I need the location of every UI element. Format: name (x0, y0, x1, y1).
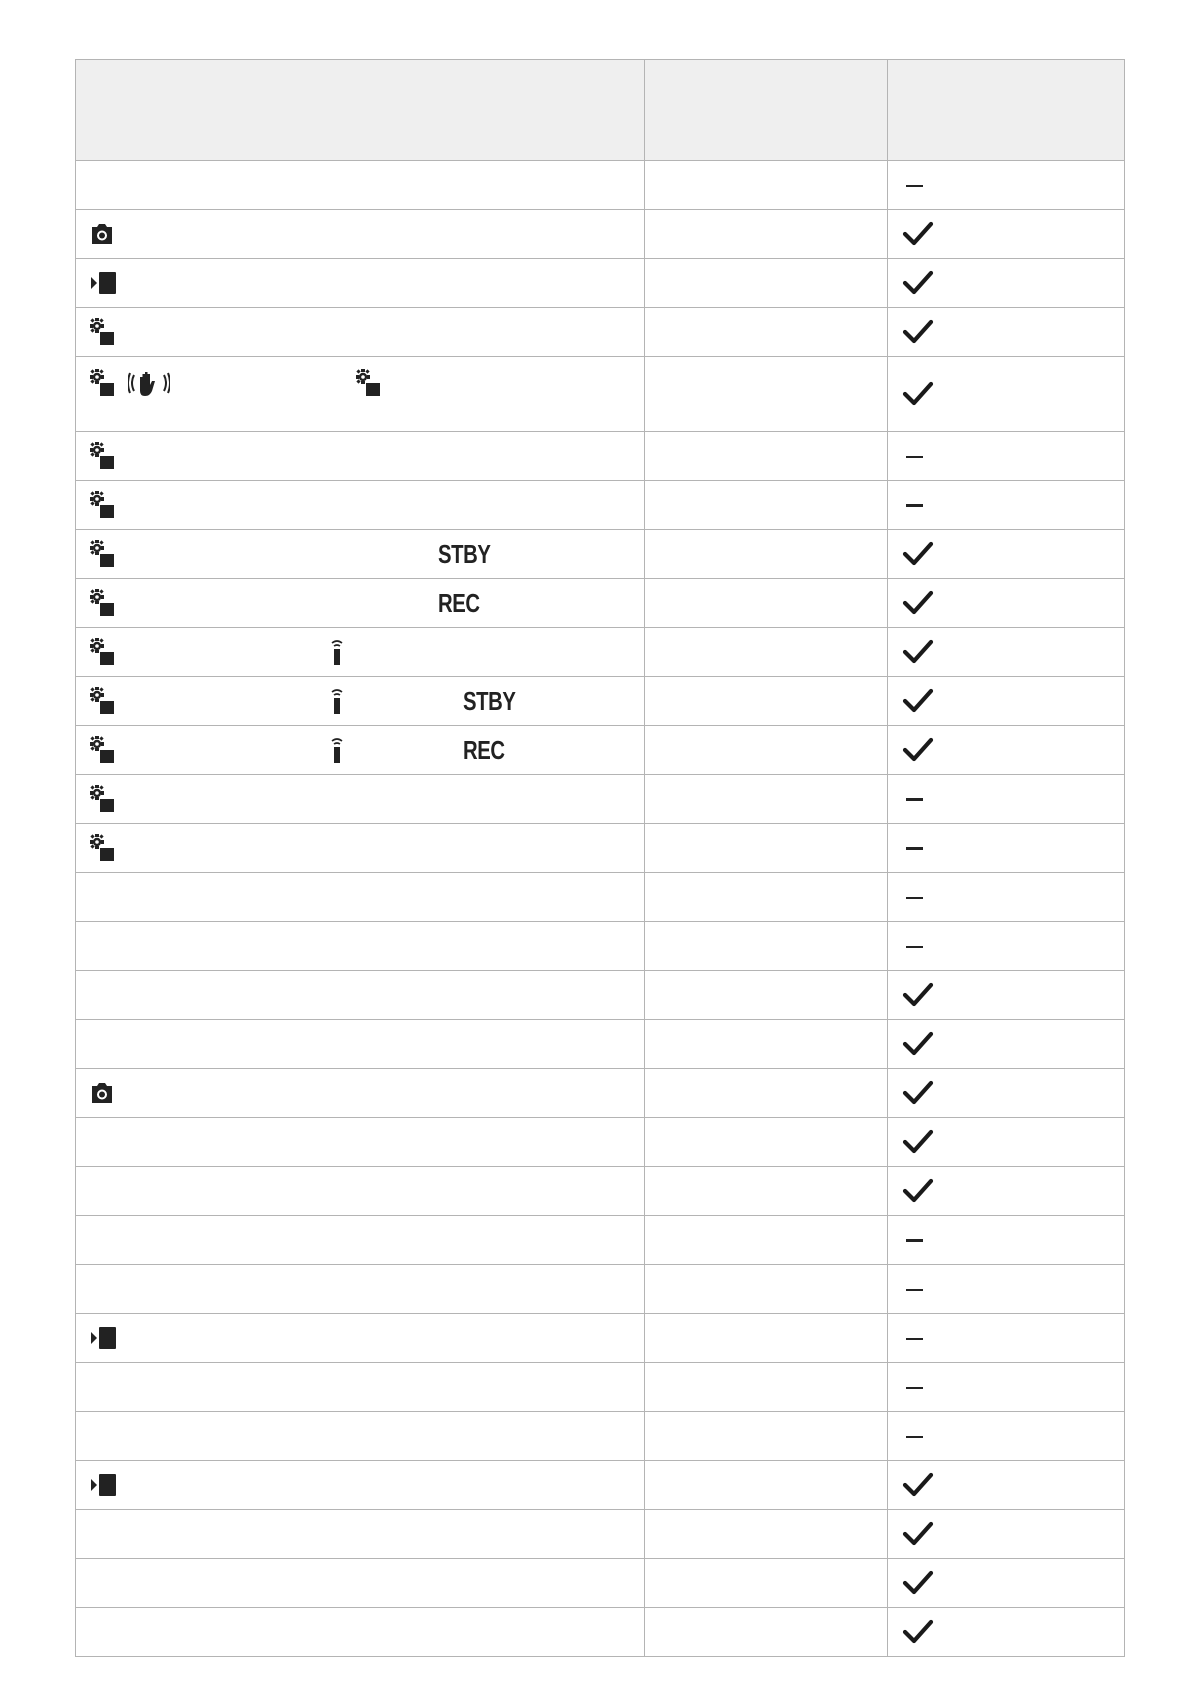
row-item-cell (76, 1412, 645, 1461)
row-item-cell (76, 481, 645, 530)
dash-mark (906, 895, 923, 899)
table-row (76, 726, 1125, 775)
compatibility-table (75, 59, 1125, 1657)
table-row (76, 308, 1125, 357)
check-mark-icon (902, 736, 934, 764)
still-camera-icon (90, 1082, 114, 1104)
header-cell-item (76, 60, 645, 161)
row-availability-cell (888, 530, 1125, 579)
dash-mark (906, 1336, 923, 1340)
slow-quick-motion-icon (90, 589, 116, 617)
row-item-cell (76, 161, 645, 210)
dash-icon (906, 798, 923, 801)
check-mark (902, 1520, 934, 1548)
row-availability-cell (888, 1559, 1125, 1608)
table-row (76, 210, 1125, 259)
table-row (76, 677, 1125, 726)
check-mark-icon (902, 540, 934, 568)
check-mark (902, 540, 934, 568)
row-availability-cell (888, 259, 1125, 308)
row-item-cell (76, 579, 645, 628)
dash-icon (906, 1239, 923, 1242)
table-row (76, 1314, 1125, 1363)
row-availability-cell (888, 1265, 1125, 1314)
check-mark-icon (902, 1520, 934, 1548)
row-item-cell (76, 971, 645, 1020)
row-item-cell (76, 1363, 645, 1412)
row-item-cell (76, 775, 645, 824)
slow-quick-motion-icon (90, 369, 116, 397)
row-availability-cell (888, 1314, 1125, 1363)
dash-icon (906, 847, 923, 850)
table-row (76, 1412, 1125, 1461)
row-availability-cell (888, 161, 1125, 210)
row-value-cell (645, 922, 888, 971)
check-mark-icon (902, 380, 934, 408)
row-value-cell (645, 1510, 888, 1559)
row-item-cell (76, 530, 645, 579)
check-mark (902, 687, 934, 715)
row-item-cell (76, 1069, 645, 1118)
row-value-cell (645, 1461, 888, 1510)
check-mark (902, 1030, 934, 1058)
row-value-cell (645, 677, 888, 726)
row-availability-cell (888, 210, 1125, 259)
check-mark (902, 638, 934, 666)
row-value-cell (645, 357, 888, 432)
remote-control-icon (329, 638, 345, 666)
slow-quick-motion-icon (90, 785, 116, 813)
dash-icon (906, 946, 923, 948)
standby-indicator: STBY (463, 686, 516, 716)
row-value-cell (645, 579, 888, 628)
row-value-cell (645, 210, 888, 259)
remote-control-icon (329, 736, 345, 764)
table-row (76, 530, 1125, 579)
header-cell-value (645, 60, 888, 161)
row-availability-cell (888, 1510, 1125, 1559)
check-mark-icon (902, 1471, 934, 1499)
row-item-cell (76, 1216, 645, 1265)
row-availability-cell (888, 922, 1125, 971)
dash-icon (906, 1338, 923, 1340)
row-value-cell (645, 432, 888, 481)
row-item-cell (76, 1510, 645, 1559)
row-item-cell (76, 726, 645, 775)
dash-mark (906, 944, 923, 948)
row-value-cell (645, 628, 888, 677)
row-value-cell (645, 726, 888, 775)
row-item-cell (76, 873, 645, 922)
row-value-cell (645, 1118, 888, 1167)
dash-mark (906, 183, 923, 187)
row-value-cell (645, 1020, 888, 1069)
row-value-cell (645, 1608, 888, 1657)
row-item-cell (76, 1265, 645, 1314)
slow-quick-motion-icon (90, 540, 116, 568)
row-availability-cell (888, 1608, 1125, 1657)
table-row (76, 775, 1125, 824)
dash-mark (906, 503, 923, 507)
row-availability-cell (888, 1069, 1125, 1118)
row-value-cell (645, 1314, 888, 1363)
table-row (76, 1216, 1125, 1265)
rec-indicator: REC (438, 588, 480, 618)
row-availability-cell (888, 677, 1125, 726)
row-availability-cell (888, 1020, 1125, 1069)
rec-indicator: REC (463, 735, 505, 765)
row-value-cell (645, 1559, 888, 1608)
check-mark-icon (902, 1030, 934, 1058)
slow-quick-motion-icon (90, 638, 116, 666)
movie-icon (90, 271, 118, 295)
row-value-cell (645, 1216, 888, 1265)
table-row (76, 1608, 1125, 1657)
dash-mark (906, 797, 923, 801)
check-mark (902, 1177, 934, 1205)
check-mark-icon (902, 1569, 934, 1597)
check-mark (902, 1569, 934, 1597)
row-availability-cell (888, 726, 1125, 775)
header-cell-availability (888, 60, 1125, 161)
table-row (76, 1265, 1125, 1314)
row-availability-cell (888, 1412, 1125, 1461)
row-availability-cell (888, 971, 1125, 1020)
row-availability-cell (888, 308, 1125, 357)
check-mark-icon (902, 981, 934, 1009)
row-value-cell (645, 481, 888, 530)
table-row (76, 1167, 1125, 1216)
check-mark (902, 1128, 934, 1156)
row-availability-cell (888, 357, 1125, 432)
row-availability-cell (888, 432, 1125, 481)
row-value-cell (645, 530, 888, 579)
table-row (76, 1363, 1125, 1412)
check-mark (902, 589, 934, 617)
check-mark-icon (902, 1079, 934, 1107)
dash-mark (906, 454, 923, 458)
row-value-cell (645, 1167, 888, 1216)
row-availability-cell (888, 481, 1125, 530)
table-header-row (76, 60, 1125, 161)
slow-quick-motion-icon (90, 491, 116, 519)
row-item-cell (76, 677, 645, 726)
still-camera-icon (90, 223, 114, 245)
row-item-cell (76, 432, 645, 481)
table-row (76, 432, 1125, 481)
check-mark-icon (902, 318, 934, 346)
row-availability-cell (888, 628, 1125, 677)
dash-icon (906, 185, 923, 187)
row-value-cell (645, 1265, 888, 1314)
table-row (76, 1461, 1125, 1510)
row-value-cell (645, 971, 888, 1020)
row-availability-cell (888, 1461, 1125, 1510)
row-value-cell (645, 775, 888, 824)
dash-mark (906, 1434, 923, 1438)
check-mark (902, 318, 934, 346)
dash-mark (906, 1385, 923, 1389)
row-availability-cell (888, 1363, 1125, 1412)
table-row (76, 971, 1125, 1020)
dash-mark (906, 1287, 923, 1291)
slow-quick-motion-icon (90, 687, 116, 715)
check-mark-icon (902, 269, 934, 297)
check-mark (902, 981, 934, 1009)
check-mark-icon (902, 638, 934, 666)
check-mark (902, 1618, 934, 1646)
check-mark-icon (902, 1128, 934, 1156)
row-availability-cell (888, 579, 1125, 628)
row-item-cell (76, 259, 645, 308)
table-row (76, 579, 1125, 628)
row-availability-cell (888, 873, 1125, 922)
row-item-cell (76, 308, 645, 357)
check-mark-icon (902, 1618, 934, 1646)
dash-icon (906, 456, 923, 458)
row-item-cell (76, 1020, 645, 1069)
table-row (76, 873, 1125, 922)
table-row (76, 1069, 1125, 1118)
row-item-cell (76, 922, 645, 971)
row-item-cell (76, 1608, 645, 1657)
table-row (76, 481, 1125, 530)
row-item-cell (76, 210, 645, 259)
row-item-cell (76, 1461, 645, 1510)
dash-mark (906, 1238, 923, 1242)
row-item-cell (76, 628, 645, 677)
row-item-cell (76, 824, 645, 873)
row-availability-cell (888, 1216, 1125, 1265)
row-item-cell (76, 1167, 645, 1216)
row-availability-cell (888, 1118, 1125, 1167)
row-value-cell (645, 1069, 888, 1118)
table-row (76, 1510, 1125, 1559)
row-value-cell (645, 308, 888, 357)
dash-icon (906, 504, 923, 507)
row-availability-cell (888, 1167, 1125, 1216)
row-value-cell (645, 1412, 888, 1461)
check-mark-icon (902, 589, 934, 617)
check-mark (902, 1471, 934, 1499)
standby-indicator: STBY (438, 539, 491, 569)
row-value-cell (645, 259, 888, 308)
dash-icon (906, 897, 923, 899)
row-item-cell (76, 1314, 645, 1363)
table-row (76, 259, 1125, 308)
movie-icon (90, 1473, 118, 1497)
table-row (76, 824, 1125, 873)
dash-icon (906, 1289, 923, 1291)
row-value-cell (645, 873, 888, 922)
slow-quick-motion-icon (356, 369, 382, 397)
row-item-cell (76, 1118, 645, 1167)
check-mark-icon (902, 1177, 934, 1205)
row-value-cell (645, 161, 888, 210)
row-value-cell (645, 1363, 888, 1412)
check-mark (902, 380, 934, 408)
row-item-cell (76, 357, 645, 432)
table-row (76, 1559, 1125, 1608)
check-mark (902, 269, 934, 297)
row-item-cell (76, 1559, 645, 1608)
check-mark-icon (902, 220, 934, 248)
check-mark-icon (902, 687, 934, 715)
table-row (76, 922, 1125, 971)
row-availability-cell (888, 775, 1125, 824)
table-row (76, 1020, 1125, 1069)
table-row (76, 161, 1125, 210)
remote-control-icon (329, 687, 345, 715)
slow-quick-motion-icon (90, 834, 116, 862)
slow-quick-motion-icon (90, 736, 116, 764)
table-body (76, 161, 1125, 1657)
check-mark (902, 1079, 934, 1107)
row-availability-cell (888, 824, 1125, 873)
slow-quick-motion-icon (90, 442, 116, 470)
dash-icon (906, 1436, 923, 1438)
row-value-cell (645, 824, 888, 873)
table-row (76, 357, 1125, 432)
table-row (76, 1118, 1125, 1167)
dash-icon (906, 1387, 923, 1389)
dash-mark (906, 846, 923, 850)
movie-icon (90, 1326, 118, 1350)
steadyshot-hand-icon (128, 369, 170, 397)
check-mark (902, 220, 934, 248)
table-row (76, 628, 1125, 677)
slow-quick-motion-icon (90, 318, 116, 346)
check-mark (902, 736, 934, 764)
